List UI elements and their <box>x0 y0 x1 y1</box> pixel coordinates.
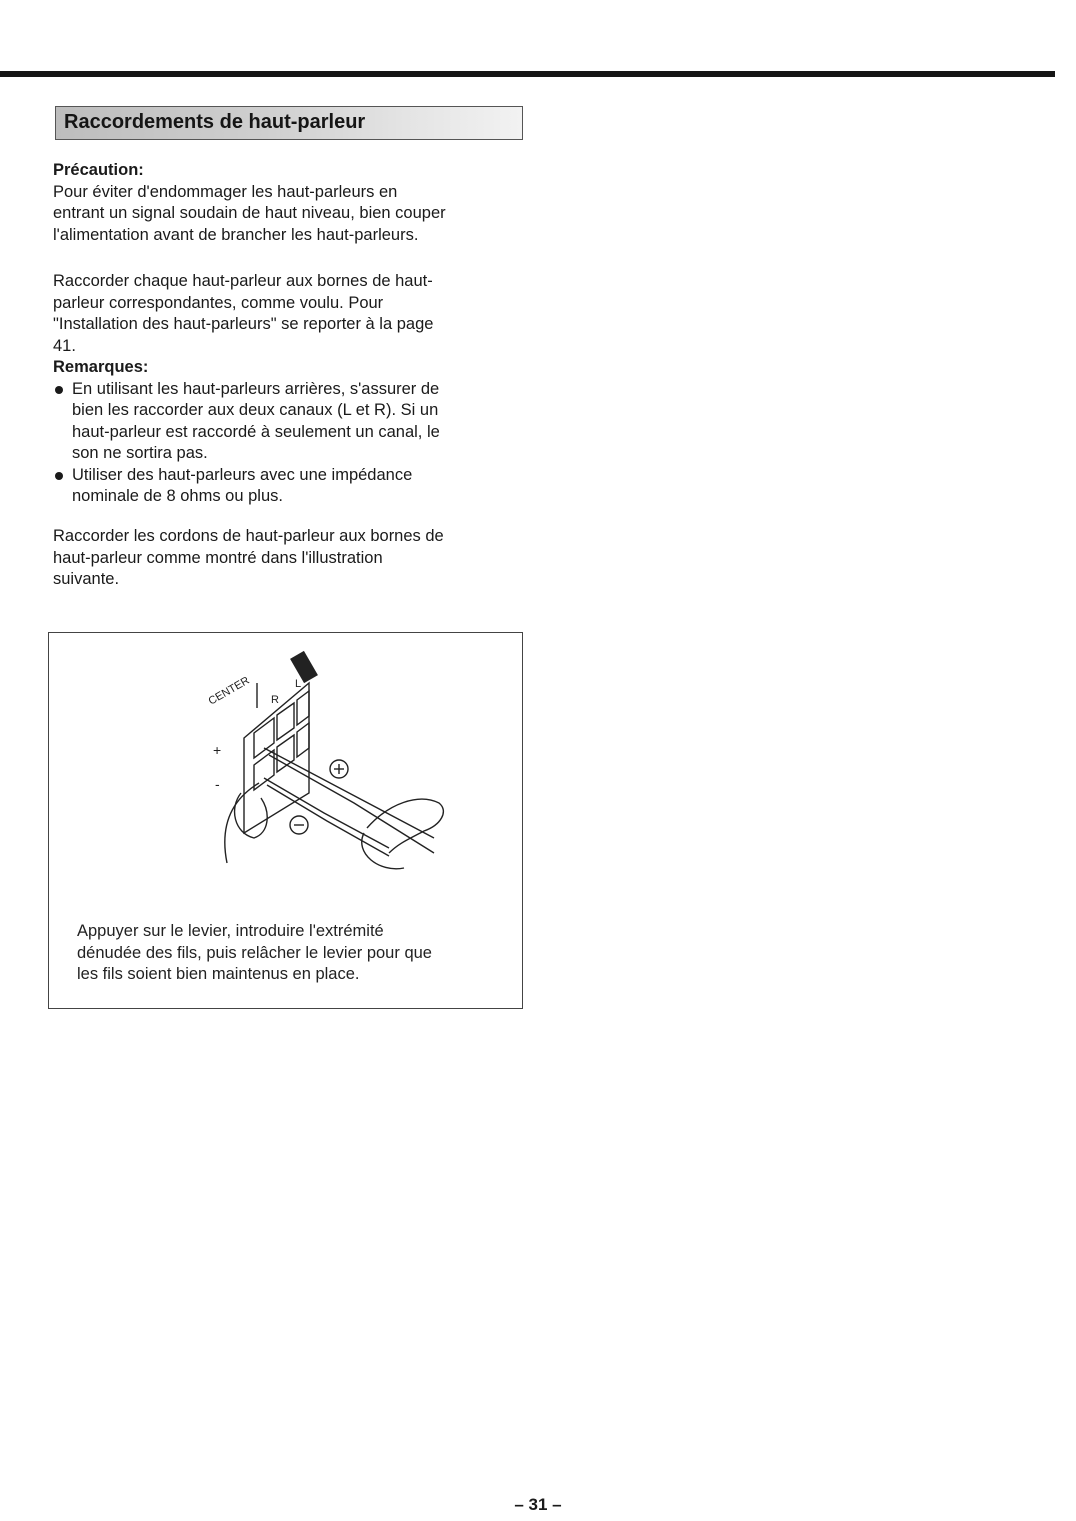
intro-line: parleur correspondantes, comme voulu. Pour <box>53 293 384 312</box>
bullet-dot-icon <box>55 472 63 480</box>
caption-line: dénudée des fils, puis relâcher le levier pour que <box>77 943 432 962</box>
intro-line: "Installation des haut-parleurs" se reporter à la page <box>53 315 434 333</box>
connect-block <box>53 526 523 591</box>
minus-label: - <box>215 776 220 792</box>
remark-line: nominale de 8 ohms ou plus. <box>72 487 283 505</box>
figure-box <box>48 632 523 1009</box>
remarks-heading: Remarques: <box>53 358 149 376</box>
bullet-dot-icon <box>55 386 63 394</box>
connect-line: suivante. <box>53 570 120 588</box>
precaution-line: Pour éviter d'endommager les haut-parleurs en <box>53 182 398 201</box>
section-title: Raccordements de haut-parleur <box>64 111 366 133</box>
precaution-heading: Précaution: <box>53 161 144 179</box>
top-rule <box>0 71 1055 77</box>
center-label: CENTER <box>206 674 252 708</box>
speaker-terminal-illustration <box>149 643 489 913</box>
precaution-line: l'alimentation avant de brancher les haut-parleurs. <box>53 225 419 244</box>
remark-item <box>53 465 523 508</box>
terminal-r-minus <box>277 735 294 772</box>
l-label: L <box>295 678 302 690</box>
r-label: R <box>271 694 279 706</box>
remark-line: haut-parleur est raccordé à seulement un canal, le <box>72 422 440 441</box>
remark-line: bien les raccorder aux deux canaux (L et R). Si un <box>72 401 439 419</box>
connect-line: Raccorder les cordons de haut-parleur aux bornes de <box>53 527 444 545</box>
remark-item <box>53 379 523 465</box>
caption-line: Appuyer sur le levier, introduire l'extrémité <box>77 922 384 940</box>
plus-label: + <box>213 742 222 758</box>
precaution-line: entrant un signal soudain de haut niveau, bien couper <box>53 204 446 222</box>
hand-right <box>367 799 443 853</box>
remark-line: Utiliser des haut-parleurs avec une impédance <box>72 465 413 484</box>
caption-line: les fils soient bien maintenus en place. <box>77 965 360 983</box>
intro-line: Raccorder chaque haut-parleur aux bornes de haut- <box>53 272 433 290</box>
intro-block <box>53 271 523 508</box>
hand-left <box>225 783 259 863</box>
connect-line: haut-parleur comme montré dans l'illustration <box>53 548 383 567</box>
terminal-l-plus <box>297 691 309 725</box>
precaution-block <box>53 160 523 246</box>
remark-line: En utilisant les haut-parleurs arrières, s'assurer de <box>72 379 440 398</box>
section-title-box <box>55 106 523 140</box>
terminal-l-minus <box>297 723 309 757</box>
remark-line: son ne sortira pas. <box>72 444 208 462</box>
figure-caption <box>77 921 507 986</box>
page-number: – 31 – <box>514 1495 562 1514</box>
hand-right-thumb <box>362 833 404 869</box>
intro-line: 41. <box>53 336 76 355</box>
wire-minus-edge <box>267 785 389 856</box>
